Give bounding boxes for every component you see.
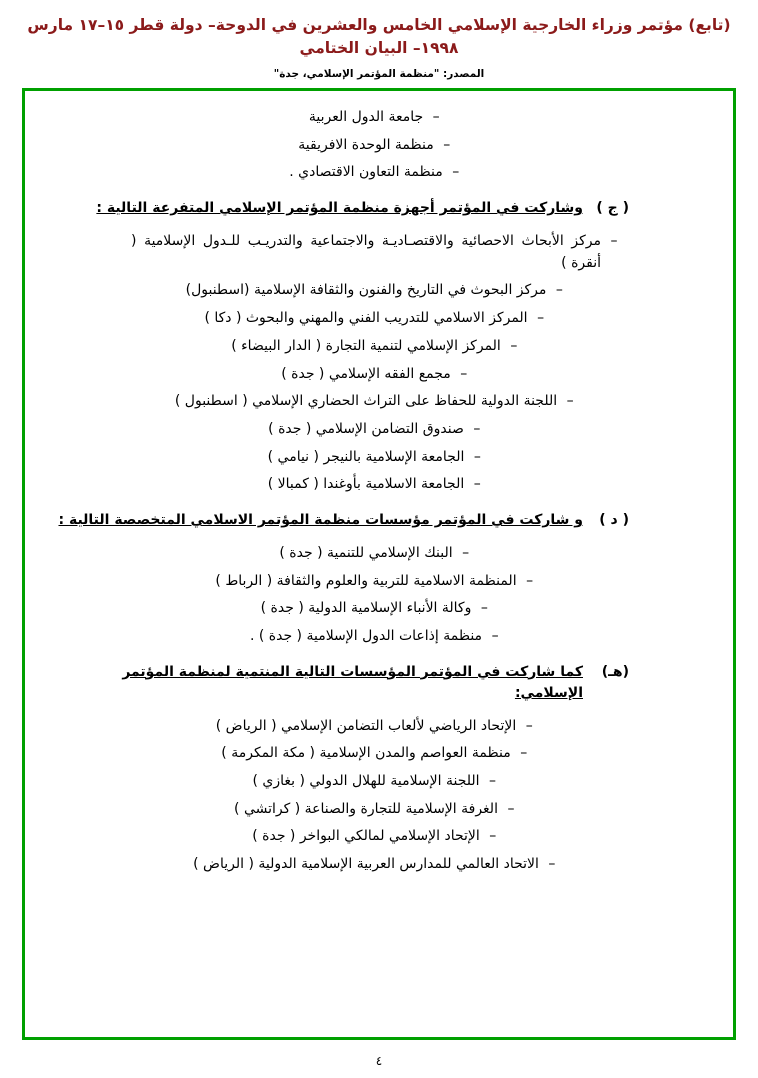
dash-marker: – [473, 448, 481, 465]
list-item-label: مجمع الفقه الإسلامي ( جدة ) [281, 365, 451, 382]
list-item-label: منظمة التعاون الاقتصادي . [289, 164, 443, 181]
list-item [51, 799, 707, 821]
section-h-list [51, 716, 707, 876]
dash-marker: – [526, 572, 534, 589]
list-item [51, 598, 707, 620]
list-item [51, 391, 707, 413]
dash-marker: – [548, 856, 556, 873]
section-marker: (هـ) [601, 663, 629, 680]
list-item [51, 447, 707, 469]
list-item [51, 771, 707, 793]
dash-marker: – [525, 717, 533, 734]
list-item-label: البنك الإسلامي للتنمية ( جدة ) [279, 544, 453, 561]
list-item-label: منظمة العواصم والمدن الإسلامية ( مكة المكرمة ) [221, 745, 511, 762]
dash-marker: – [473, 420, 481, 437]
list-item-label: الاتحاد العالمي للمدارس العربية الإسلامية الدولية ( الرياض ) [193, 856, 539, 873]
list-item-label: منظمة الوحدة الافريقية [298, 136, 434, 153]
dash-marker: – [566, 393, 574, 410]
section-heading-text: و شاركت في المؤتمر مؤسسات منظمة المؤتمر الاسلامي المتخصصة التالية : [58, 511, 583, 528]
list-item [51, 716, 707, 738]
dash-marker: – [452, 164, 460, 181]
dash-marker: – [480, 600, 488, 617]
list-item-label: الجامعة الإسلامية بالنيجر ( نيامي ) [267, 448, 465, 465]
list-item [51, 231, 707, 274]
list-item-label: الغرفة الإسلامية للتجارة والصناعة ( كراتشي ) [234, 800, 498, 817]
source-line: المصدر: "منظمة المؤتمر الإسلامي، جدة" [273, 67, 485, 80]
list-item [51, 364, 707, 386]
page-number: ٤ [375, 1054, 383, 1068]
dash-marker: – [489, 828, 497, 845]
list-item [51, 626, 707, 648]
dash-marker: – [489, 773, 497, 790]
section-heading-h [51, 662, 707, 704]
dash-marker: – [507, 800, 515, 817]
list-item-label: صندوق التضامن الإسلامي ( جدة ) [268, 420, 464, 437]
list-item [51, 743, 707, 765]
list-item [51, 419, 707, 441]
section-marker: ( ج ) [596, 200, 629, 217]
dash-marker: – [537, 310, 545, 327]
list-item [51, 308, 707, 330]
list-item [51, 571, 707, 593]
list-item-label: وكالة الأنباء الإسلامية الدولية ( جدة ) [260, 600, 472, 617]
list-item [51, 107, 707, 129]
list-item-label: الجامعة الاسلامية بأوغندا ( كمبالا ) [267, 476, 465, 493]
section-heading-j [51, 198, 707, 219]
list-item [51, 162, 707, 184]
dash-marker: – [491, 628, 499, 644]
intro-list [51, 107, 707, 184]
list-item [51, 280, 707, 302]
list-item-label: مركز البحوث في التاريخ والفنون والثقافة الإسلامية (اسطنبول) [185, 282, 547, 299]
content-frame [22, 88, 736, 1040]
list-item [51, 336, 707, 358]
section-heading-text: وشاركت في المؤتمر أجهزة منظمة المؤتمر الإسلامي المتفرعة التالية : [96, 200, 583, 217]
section-heading-d [51, 510, 707, 531]
section-marker: ( د ) [599, 511, 629, 528]
list-item-label: منظمة إذاعات الدول الإسلامية ( جدة ) . [249, 628, 483, 644]
list-item-label: جامعة الدول العربية [308, 109, 424, 125]
section-heading-text: كما شاركت في المؤتمر المؤسسات التالية المنتمية لمنظمة المؤتمر الإسلامي: [122, 663, 583, 701]
document-body [25, 91, 733, 892]
dash-marker: – [473, 476, 481, 493]
dash-marker: – [555, 282, 563, 299]
page-footer [0, 1054, 758, 1068]
dash-marker: – [520, 745, 528, 762]
section-j-list [51, 231, 707, 496]
list-item-label: المركز الاسلامي للتدريب الفني والمهني والبحوث ( دكا ) [204, 310, 528, 327]
dash-marker: – [432, 109, 440, 125]
list-item-label: المركز الإسلامي لتنمية التجارة ( الدار البيضاء ) [231, 337, 501, 354]
page-title: (تابع) مؤتمر وزراء الخارجية الإسلامي الخامس والعشرين في الدوحة– دولة قطر ١٥–١٧ مارس ١٩٩٨– البيان الختامي [27, 16, 731, 58]
list-item [51, 543, 707, 565]
list-item [51, 854, 707, 876]
list-item-label: اللجنة الدولية للحفاظ على التراث الحضاري الإسلامي ( اسطنبول ) [174, 393, 558, 410]
dash-marker: – [510, 337, 518, 354]
dash-marker: – [462, 544, 470, 561]
dash-marker: – [460, 365, 468, 382]
list-item-label: الإتحاد الرياضي لألعاب التضامن الإسلامي ( الرياض ) [215, 717, 517, 734]
list-item-label: مركز الأبحاث الاحصائية والاقتصـاديـة والاجتماعية والتدريـب للـدول الإسلامية ( أنقرة ) [131, 233, 601, 271]
section-d-list [51, 543, 707, 648]
list-item-label: المنظمة الاسلامية للتربية والعلوم والثقافة ( الرباط ) [215, 572, 517, 589]
dash-marker: – [610, 233, 618, 250]
dash-marker: – [443, 136, 451, 153]
list-item-label: الإتحاد الإسلامي لمالكي البواخر ( جدة ) [252, 828, 480, 845]
list-item [51, 474, 707, 496]
list-item-label: اللجنة الإسلامية للهلال الدولي ( بغازي ) [252, 773, 480, 790]
list-item [51, 826, 707, 848]
page-header [0, 0, 758, 80]
list-item [51, 135, 707, 157]
